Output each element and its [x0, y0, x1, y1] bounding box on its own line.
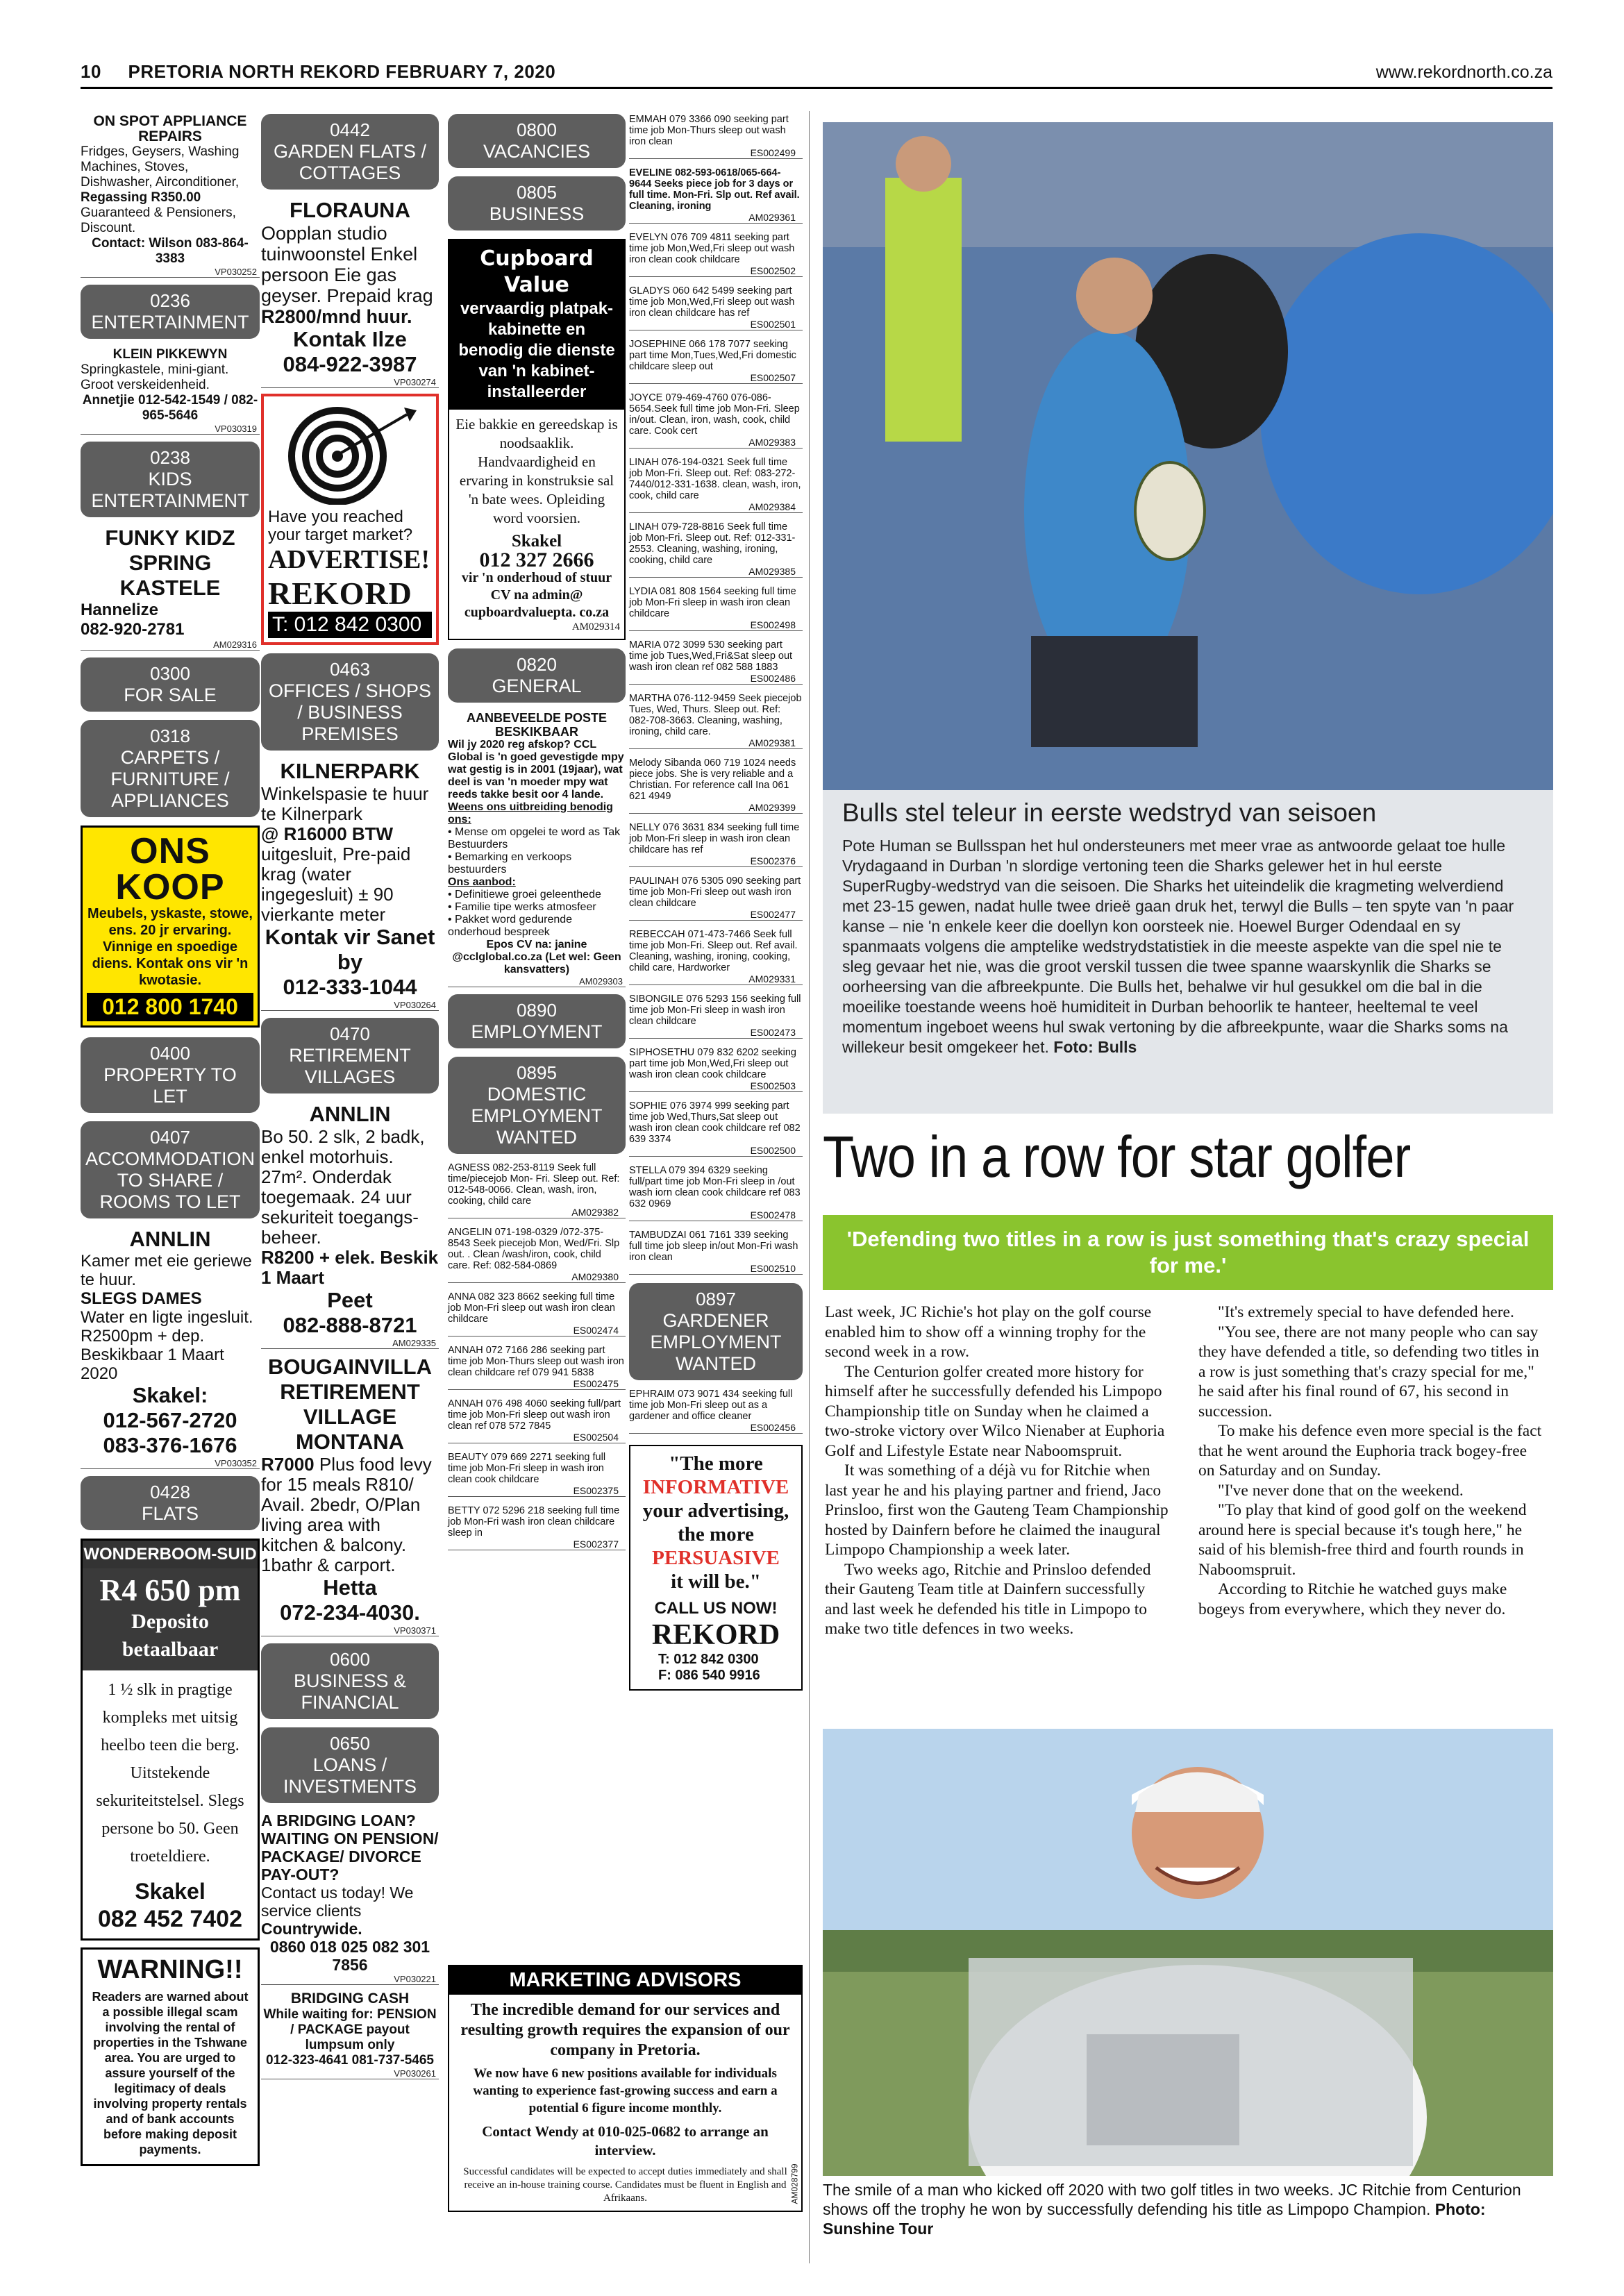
warning-body: Readers are warned about a possible illegal scam involving the rental of properties in the Tshwane area. You are urged to assure yourself of the legitimacy of deals involving property rentals and of bank accounts before making deposit payments. — [92, 1990, 249, 2156]
marketing-p1: The incredible demand for our services and resulting growth requires the expansion of our company in Pretoria. — [460, 2001, 790, 2059]
section-0400: 0400 PROPERTY TO LET — [81, 1037, 260, 1113]
list-item: JOSEPHINE 066 178 7077 seeking part time Mon,Tues,Wed,Fri domestic childcare sleep out ES002507 — [629, 339, 803, 384]
list-item: Melody Sibanda 060 719 1024 needs piece jobs. She is very reliable and a Christian. For reference call Ina 061 621 4949 AM029399 — [629, 757, 803, 814]
warning-title: WARNING!! — [97, 1955, 243, 1984]
rugby-text: Pote Human se Bullsspan het hul ondersteuners met meer vrae as antwoorde gelaat toe hulle Vrydagaand in Durban 'n slordige vertoning teen die Sharks gelewer het in hul eerste SuperRugby-wedstryd van die seisoen. Die Sharks het uiteindelik die kragmeting welverdiend met 23-15 gewen, nadat hulle twee drieë gaan druk het, terwyl die Bulls – ten spyte van 'n paar kanse – nie 'n enkele keer die doellyn kon oorsteek nie. Hoewel Burger Odendaal en sy spanmaats volgens die amptelike wedstrydstatistiek in die meeste aspekte van die spel nie te sleg gevaar het nie, was die groot verskil tussen die twee spanne waarskynlik die Sharks se oorheersing van die afbreekpunte. Die Bulls het, behalwe vir hul gesukkel om die bal in die moeilike toestande weens hoë humiditeit in Durban behoorlik te hanteer, heeltemal te veel momentum ingeboet weens hul swak vertoning by die afbreekpunte, waar die Sharks soms na willekeur besit omgekeer het. — [842, 837, 1514, 1056]
annlin-phone2: 083-376-1676 — [103, 1433, 237, 1457]
list-item: EVELYN 076 709 4811 seeking part time job Mon,Wed,Fri sleep out wash iron clean cook childcare ES002502 — [629, 232, 803, 277]
bougainvilla-phone: 072-234-4030. — [280, 1600, 420, 1625]
golf-paragraph: "I've never done that on the weekend. — [1218, 1481, 1464, 1500]
golf-paragraph: Last week, JC Richie's hot play on the golf course enabled him to show off a winning trophy for the second week in a row. — [825, 1303, 1152, 1361]
bridging-cash-title: BRIDGING CASH — [290, 1991, 410, 2006]
onspot-body: Fridges, Geysers, Washing Machines, Stoves, Dishwasher, Airconditioner, — [81, 144, 240, 190]
golf-paragraph: "It's extremely special to have defended here. — [1218, 1303, 1514, 1321]
florauna-price: R2800/mnd huur. — [261, 306, 412, 327]
list-item: EMMAH 079 3366 090 seeking part time job Mon-Thurs sleep out wash iron clean ES002499 — [629, 114, 803, 159]
list-item: ANGELIN 071-198-0329 /072-375-8543 Seek piecejob Mon, Wed/Fri. Slp out. . Clean /wash/iron, cook, child care. Ref: 082-584-0869 AM029380 — [448, 1227, 626, 1283]
golf-headline: Two in a row for star golfer — [823, 1124, 1411, 1189]
rekord-persuasive-ad — [629, 1445, 803, 1691]
target-phone: T: 012 842 0300 — [268, 612, 432, 638]
list-item: SIPHOSETHU 079 832 6202 seeking part time job Mon,Wed,Fri sleep out wash iron clean cook childcare ES002503 — [629, 1047, 803, 1092]
golf-caption — [823, 2180, 1553, 2238]
annlin2-price: R8200 + elek. Beskik 1 Maart — [261, 1247, 439, 1288]
klein-title: KLEIN PIKKEWYN — [112, 347, 228, 362]
section-0442: 0442 GARDEN FLATS / COTTAGES — [261, 114, 439, 190]
ad-ref: VP030274 — [261, 377, 439, 388]
classifieds-column-1 — [81, 114, 260, 2166]
ons-koop-title2: KOOP — [115, 867, 225, 907]
loan-body: Contact us today! We service clients — [261, 1884, 414, 1920]
kilnerpark-body: Winkelspasie te huur te Kilnerpark — [261, 783, 429, 824]
ad-ref: VP030352 — [81, 1458, 260, 1469]
marketing-contact: Contact Wendy at 010-025-0682 to arrange an interview. — [482, 2123, 769, 2159]
annlin-body2: SLEGS DAMES — [81, 1289, 202, 1308]
onspot-price: Regassing R350.00 — [81, 190, 201, 205]
ad-ref: VP030221 — [261, 1974, 439, 1985]
annlin-body3: Water en ligte ingesluit. R2500pm + dep. Beskikbaar 1 Maart 2020 — [81, 1308, 253, 1383]
funky-phone: 082-920-2781 — [81, 620, 185, 639]
list-item: BEAUTY 079 669 2271 seeking full time job Mon-Fri sleep in wash iron clean cook childcare ES002375 — [448, 1452, 626, 1497]
section-0895: 0895 DOMESTIC EMPLOYMENT WANTED — [448, 1057, 626, 1154]
marketing-note: Successful candidates will be expected to accept duties immediately and shall receive an in-house training course. Candidates must be fluent in English and Afrikaans. — [463, 2166, 787, 2204]
list-item: REBECCAH 071-473-7466 Seek full time job Mon-Fri. Sleep out. Ref avail. Cleaning, washing, ironing, cooking, child care, Hardworker AM029331 — [629, 929, 803, 985]
golf-paragraph: Two weeks ago, Ritchie and Prinsloo defended their Gauteng Team title at Dainfern successfully and last week he defended his title in Limpopo to make two title defences in two weeks. — [825, 1560, 1151, 1638]
golf-paragraph: The Centurion golfer created more history for himself after he successfully defended his Limpopo Championship title on Sunday when he claimed a two-stroke victory over Wilco Nienaber at Euphoria Golf and Lifestyle Estate near Naboomspruit. — [825, 1362, 1165, 1460]
section-0800: 0800 VACANCIES — [448, 114, 626, 168]
ad-ref: VP030264 — [261, 1000, 439, 1011]
golf-caption-text: The smile of a man who kicked off 2020 with two golf titles in two weeks. JC Ritchie from Centurion shows off the trophy he won by successfully defending his title as Limpopo Champion. — [823, 2181, 1521, 2218]
target-question: Have you reached your target market? — [268, 508, 413, 544]
marketing-title: MARKETING ADVISORS — [449, 1966, 801, 1995]
section-0463: 0463 OFFICES / SHOPS / BUSINESS PREMISES — [261, 653, 439, 751]
kilnerpark-contact: Kontak vir Sanet by — [265, 925, 435, 974]
list-item: SIBONGILE 076 5293 156 seeking full time job Mon-Fri sleep in wash iron clean childcare ES002473 — [629, 994, 803, 1039]
rek-line5: it will be." — [671, 1570, 761, 1593]
list-item: SOPHIE 076 3974 999 seeking part time job Wed,Thurs,Sat sleep out wash iron clean cook childcare ref 082 639 3374 ES002500 — [629, 1100, 803, 1157]
golf-column-1 — [825, 1302, 1171, 1639]
aanbeveel-cv: Epos CV na: janine @cclglobal.co.za (Let wel: Geen kansvatters) — [452, 939, 621, 975]
funky-title: FUNKY KIDZ SPRING KASTELE — [105, 526, 235, 600]
kilnerpark-price: @ R16000 BTW — [261, 823, 394, 844]
wonderboom-price: R4 650 pm — [99, 1573, 241, 1607]
rugby-credit: Foto: Bulls — [1053, 1038, 1137, 1056]
marketing-p2: We now have 6 new positions available for individuals wanting to experience fast-growing success and earn a potential 6 figure income monthly. — [473, 2066, 778, 2115]
list-item: MARTHA 076-112-9459 Seek piecejob Tues, Wed, Thurs. Sleep out. Ref: 082-708-3663. Cleaning, washing, ironing, child care. AM029381 — [629, 693, 802, 748]
section-0805: 0805 BUSINESS — [448, 176, 626, 231]
cupboard-skakel: Skakel — [511, 532, 562, 551]
ad-ref: AM029335 — [261, 1338, 439, 1349]
target-rekord-logo: REKORD — [268, 576, 412, 611]
list-item: STELLA 079 394 6329 seeking full/part time job Mon-Fri sleep in /out wash iorn clean cook childcare ref 083 632 0969 ES002478 — [629, 1165, 803, 1221]
aanbeveel-title: AANBEVEELDE POSTE BESKIKBAAR — [466, 711, 608, 739]
wonderboom-skakel: Skakel — [135, 1879, 206, 1904]
ad-ref: AM029314 — [571, 621, 620, 632]
bougainvilla-name: Hetta — [323, 1575, 377, 1600]
list-item: ANNAH 072 7166 286 seeking part time job Mon-Thurs sleep out wash iron clean childcare ref 079 941 5838 ES002475 — [448, 1345, 626, 1390]
bougainvilla-body — [261, 1455, 439, 1575]
list-item: LYDIA 081 808 1564 seeking full time job Mon-Fri sleep in wash iron clean childcare ES002498 — [629, 586, 803, 631]
annlin-body: Kamer met eie geriewe te huur. — [81, 1252, 252, 1289]
ad-ref: VP030319 — [81, 424, 260, 435]
wonderboom-phone: 082 452 7402 — [98, 1906, 242, 1932]
golf-paragraph: To make his defence even more special is the fact that he went around the Euphoria track bogey-free on Saturday and on Sunday. — [1198, 1422, 1542, 1480]
rek-line2: INFORMATIVE — [642, 1476, 789, 1498]
cupboard-subtitle: vervaardig platpak-kabinette en benodig die dienste van 'n kabinet-installeerder — [458, 299, 615, 401]
annlin2-name: Peet — [327, 1288, 373, 1312]
section-0897: 0897 GARDENER EMPLOYMENT WANTED — [629, 1283, 803, 1380]
list-item: ANNA 082 323 8662 seeking full time job Mon-Fri sleep out wash iron clean childcare ES002474 — [448, 1291, 626, 1336]
section-0890: 0890 EMPLOYMENT — [448, 994, 626, 1048]
florauna-contact: Kontak Ilze — [293, 327, 407, 351]
annlin2-title: ANNLIN — [309, 1102, 391, 1126]
rek-line4: PERSUASIVE — [652, 1547, 780, 1569]
annlin2-phone: 082-888-8721 — [283, 1313, 417, 1337]
rek-fax: F: 086 540 9916 — [658, 1668, 760, 1683]
rek-logo: REKORD — [651, 1619, 780, 1651]
rek-telephone: T: 012 842 0300 — [658, 1652, 759, 1667]
rugby-title: Bulls stel teleur in eerste wedstryd van seisoen — [842, 798, 1377, 827]
list-item: LINAH 076-194-0321 Seek full time job Mon-Fri. Sleep out. Ref: 083-272-7440/012-331-1638. clean, wash, iron, cook, child care AM029384 — [629, 457, 803, 513]
golfer-trophy-image — [823, 1729, 1553, 2176]
wonderboom-ad — [81, 1539, 260, 1941]
wonderboom-price-block — [83, 1568, 258, 1670]
golf-paragraph: It was something of a déjà vu for Ritchie when last year he and his playing partner and friend, Jaco Prinsloo, first won the Gauteng Team Championship hosted by Dainfern before he claimed the inaugural Limpopo Championship a week later. — [825, 1461, 1169, 1559]
classifieds-column-3 — [448, 114, 626, 1559]
golf-photo — [823, 1729, 1553, 2176]
golf-paragraph: "You see, there are not many people who can say they have defended a title, so defending two titles in a row is just something that's crazy special for me," he said after his final round of 67, his second in succession. — [1198, 1323, 1539, 1421]
list-item: ANNAH 076 498 4060 seeking full/part time job Mon-Fri sleep out wash iron clean ref 078 572 7845 ES002504 — [448, 1398, 626, 1443]
onspot-contact: Contact: Wilson 083-864-3383 — [92, 236, 249, 266]
list-item: EPHRAIM 073 9071 434 seeking full time job Mon-Fri sleep out as a gardener and office cleaner ES002456 — [629, 1389, 803, 1434]
rekord-target-ad — [261, 394, 439, 645]
classifieds-column-2 — [261, 114, 439, 2085]
page-header — [81, 61, 1552, 89]
loan-phone: 0860 018 025 082 301 7856 — [269, 1938, 430, 1974]
page-folio: 10 PRETORIA NORTH REKORD FEBRUARY 7, 2020 — [81, 61, 556, 82]
list-item: JOYCE 079-469-4760 076-086-5654.Seek full time job Mon-Fri. Sleep in/out. Clean, iron, wash, cook, child care. Cook cert AM029383 — [629, 392, 803, 449]
annlin2-body: Bo 50. 2 slk, 2 badk, enkel motorhuis. 27m². Onderdak toegemaak. 24 uur sekuriteit toegangs-beheer. — [261, 1126, 425, 1248]
cupboard-value-ad — [448, 239, 626, 640]
rugby-players-image — [823, 122, 1553, 790]
list-item: MARIA 072 3099 530 seeking part time job Tues,Wed,Fri&Sat sleep out wash iron clean ref 082 588 1883 ES002486 — [629, 639, 803, 685]
florauna-body: Oopplan studio tuinwoonstel Enkel persoon Eie gas geyser. Prepaid krag — [261, 223, 433, 306]
aanbeveel-heading1: Weens ons uitbreiding benodig ons: — [448, 801, 613, 826]
section-0600: 0600 BUSINESS & FINANCIAL — [261, 1643, 439, 1719]
website-url: www.rekordnorth.co.za — [1375, 62, 1552, 82]
florauna-phone: 084-922-3987 — [283, 352, 417, 376]
wonderboom-body — [83, 1670, 258, 1938]
ons-koop-phone: 012 800 1740 — [87, 993, 253, 1021]
rugby-body — [842, 836, 1534, 1057]
loan-title: A BRIDGING LOAN? WAITING ON PENSION/ PACKAGE/ DIVORCE PAY-OUT? — [261, 1811, 439, 1884]
section-0318: 0318 CARPETS / FURNITURE / APPLIANCES — [81, 720, 260, 817]
dartboard-icon — [268, 401, 428, 505]
aanbeveel-heading2: Ons aanbod: — [448, 876, 516, 888]
ad-ref: AM028799 — [789, 2163, 800, 2204]
rugby-caption-box — [823, 790, 1553, 1114]
annlin-skakel: Skakel: — [132, 1383, 208, 1407]
cupboard-body: Eie bakkie en gereedskap is noodsaaklik. Handvaardigheid en ervaring in konstruksie sal 'n bate wees. Opleiding word voorsien. — [455, 416, 618, 526]
bridging-cash-phone: 012-323-4641 081-737-5465 — [266, 2053, 434, 2068]
ons-koop-ad — [81, 826, 260, 1028]
ons-koop-title1: ONS — [130, 831, 210, 871]
domestic-listing-continued — [629, 114, 803, 1275]
cupboard-email: vir 'n onderhoud of stuur CV na admin@ cupboardvaluepta. co.za — [461, 570, 612, 620]
golf-pull-quote: 'Defending two titles in a row is just something that's crazy special for me.' — [823, 1215, 1553, 1290]
golf-paragraph: According to Ritchie he watched guys make bogeys from everywhere, which they never do. — [1198, 1580, 1507, 1618]
bougainvilla-price: R7000 — [261, 1454, 315, 1475]
florauna-title: FLORAUNA — [290, 198, 410, 222]
section-0650: 0650 LOANS / INVESTMENTS — [261, 1727, 439, 1803]
cupboard-phone: 012 327 2666 — [479, 548, 594, 571]
annlin-phone1: 012-567-2720 — [103, 1408, 237, 1432]
klein-body: Springkastele, mini-giant. Groot verskeidenheid. — [81, 362, 229, 392]
aanbeveel-list2: • Definitiewe groei geleenthede • Familie tipe werks atmosfeer • Pakket word gedurende onderhoud bespreek — [448, 889, 601, 938]
section-0470: 0470 RETIREMENT VILLAGES — [261, 1018, 439, 1093]
ad-ref: VP030252 — [81, 267, 260, 278]
bougainvilla-text: Plus food levy for 15 meals R810/ Avail. 2bedr, O/Plan living area with kitchen & balcony. 1bathr & carport. — [261, 1454, 432, 1575]
list-item: TAMBUDZAI 061 7161 339 seeking full time job sleep in/out Mon-Fri wash iron clean ES002510 — [629, 1230, 803, 1275]
list-item: EVELINE 082-593-0618/065-664-9644 Seeks piece job for 3 days or full time. Mon-Fri. Slp out. Ref avail. Cleaning, ironing AM029361 — [629, 167, 803, 224]
klein-contact: Annetjie 012-542-1549 / 082-965-5646 — [82, 393, 258, 423]
ons-koop-body: Meubels, yskaste, stowe, ens. 20 jr ervaring. Vinnige en spoedige diens. Kontak ons vir 'n kwotasie. — [87, 906, 253, 988]
kilnerpark-body2: uitgesluit, Pre-paid krag (water ingegesluit) ± 90 vierkante meter — [261, 844, 411, 925]
kilnerpark-phone: 012-333-1044 — [283, 975, 417, 999]
cupboard-title: Cupboard Value — [480, 246, 594, 297]
onspot-body2: Guaranteed & Pensioners, Discount. — [81, 206, 236, 235]
list-item: GLADYS 060 642 5499 seeking part time job Mon,Wed,Fri sleep out wash iron clean childcare has ref ES002501 — [629, 285, 803, 330]
list-item: AGNESS 082-253-8119 Seek full time/piecejob Mon- Fri. Sleep out. Ref: 012-548-0066. Clean, wash, iron, cooking, child care AM029382 — [448, 1162, 626, 1218]
aanbeveel-body: Wil jy 2020 reg afskop? CCL Global is 'n goed gevestigde mpy wat gestig is in 2001 (19jaar), wat deel is van 'n moeder mpy wat reeds takke besit oor 4 lande. — [448, 739, 624, 801]
wonderboom-deposit: Deposito betaalbaar — [122, 1610, 219, 1661]
section-0407: 0407 ACCOMMODATION TO SHARE / ROOMS TO LET — [81, 1121, 260, 1218]
golf-credit: Photo: Sunshine Tour — [823, 2200, 1486, 2238]
loan-countrywide: Countrywide. — [261, 1920, 362, 1938]
rek-line3: your advertising, the more — [642, 1500, 789, 1545]
golf-column-2 — [1198, 1302, 1544, 1619]
aanbeveel-list1: • Mense om opgelei te word as Tak Bestuurders • Bemarking en verkoops bestuurders — [448, 826, 621, 875]
golf-paragraph: "To play that kind of good golf on the weekend around here is special because it's tough here," he said of his blemish-free third and fourth rounds in Naboomspruit. — [1198, 1501, 1527, 1579]
list-item: NELLY 076 3631 834 seeking full time job Mon-Fri sleep in wash iron clean childcare has ref ES002376 — [629, 822, 803, 867]
rek-line1: "The more — [669, 1452, 763, 1475]
section-0238: 0238 KIDS ENTERTAINMENT — [81, 442, 260, 517]
ad-ref: VP030371 — [261, 1625, 439, 1636]
classifieds-column-4 — [629, 114, 803, 1691]
section-0236: 0236 ENTERTAINMENT — [81, 285, 260, 339]
column-divider — [809, 111, 810, 2263]
list-item: LINAH 079-728-8816 Seek full time job Mon-Fri. Sleep out. Ref: 012-331-2553. Cleaning, washing, ironing, cooking, child care AM029385 — [629, 521, 803, 578]
bougainvilla-title: BOUGAINVILLA RETIREMENT VILLAGE MONTANA — [268, 1355, 432, 1454]
section-0428: 0428 FLATS — [81, 1476, 260, 1530]
marketing-advisors-ad — [448, 1965, 803, 2212]
target-advertise: ADVERTISE! — [268, 545, 430, 574]
wonderboom-text: 1 ½ slk in pragtige kompleks met uitsig heelbo teen die berg. Uitstekende sekuriteitstelsel. Slegs persone bo 50. Geen troeteldiere. — [96, 1681, 244, 1866]
rek-call: CALL US NOW! — [654, 1599, 778, 1618]
kilnerpark-title: KILNERPARK — [280, 759, 420, 783]
section-0820: 0820 GENERAL — [448, 648, 626, 703]
rugby-photo — [823, 122, 1553, 790]
list-item: PAULINAH 076 5305 090 seeking part time job Mon-Fri sleep out wash iron clean childcare ES002477 — [629, 875, 803, 921]
ad-ref: AM029303 — [448, 976, 626, 987]
list-item: BETTY 072 5296 218 seeking full time job Mon-Fri wash iron clean childcare sleep in ES002377 — [448, 1505, 626, 1550]
section-0300: 0300 FOR SALE — [81, 657, 260, 712]
bridging-cash-body: While waiting for: PENSION / PACKAGE payout lumpsum only — [263, 2007, 437, 2052]
wonderboom-title: WONDERBOOM-SUID — [83, 1541, 258, 1568]
annlin-title: ANNLIN — [129, 1227, 211, 1251]
ad-ref: AM029316 — [81, 639, 260, 651]
scam-warning — [81, 1947, 260, 2166]
domestic-listing — [448, 1162, 626, 1550]
ad-ref: VP030261 — [261, 2068, 439, 2079]
funky-name: Hannelize — [81, 601, 159, 619]
onspot-title: ON SPOT APPLIANCE REPAIRS — [93, 113, 247, 144]
